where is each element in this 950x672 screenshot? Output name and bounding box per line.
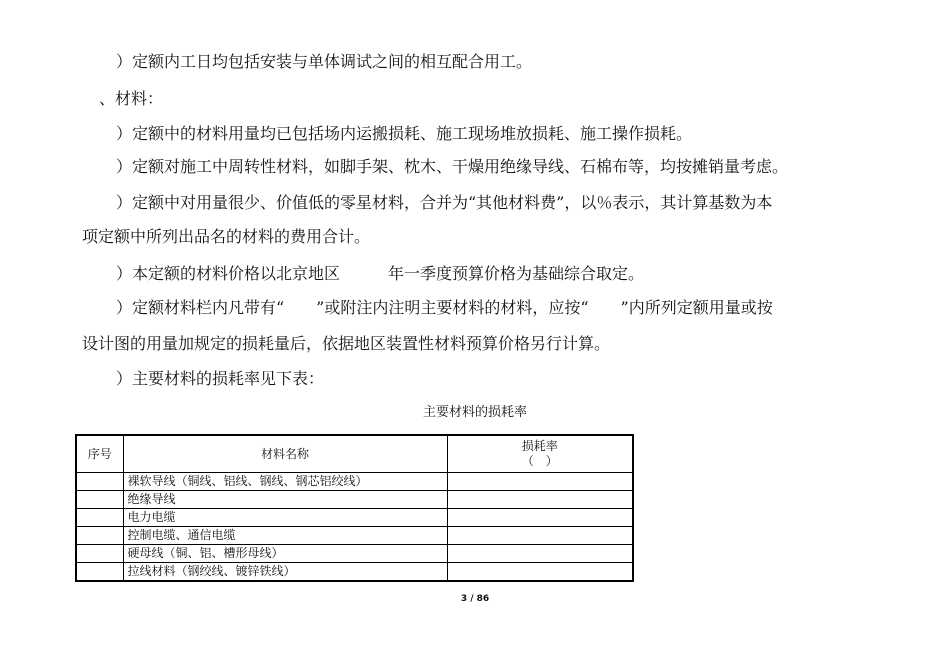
- section-heading-materials: 、材料：: [99, 89, 164, 108]
- cell-seq: [76, 473, 123, 491]
- table-row: [76, 563, 633, 582]
- table-row: [76, 473, 633, 491]
- cell-loss-rate: [447, 509, 633, 527]
- cell-material-name: 绝缘导线: [123, 491, 447, 509]
- cell-seq: [76, 527, 123, 545]
- table-row: [76, 527, 633, 545]
- cell-loss-rate: [447, 527, 633, 545]
- cell-loss-rate: [447, 491, 633, 509]
- paragraph-loss-rate-intro: ）主要材料的损耗率见下表：: [116, 369, 325, 388]
- paragraph-turnover-materials: ）定额对施工中周转性材料，如脚手架、枕木、干燥用绝缘导线、石棉布等，均按摊销量考虑。: [116, 157, 789, 176]
- cell-material-name: 裸软导线（铜线、铝线、钢线、钢芯铝绞线）: [123, 473, 447, 491]
- paragraph-labor-coordination: ）定额内工日均包括安装与单体调试之间的相互配合用工。: [116, 52, 533, 71]
- header-loss-rate-label: 损耗率: [521, 439, 558, 453]
- table-header-row: [76, 435, 633, 473]
- header-loss-rate: [447, 435, 633, 473]
- header-material-name: 材料名称: [123, 435, 447, 473]
- paragraph-main-materials: ）定额材料栏内凡带有“ ”或附注内注明主要材料的材料，应按“ ”内所列定额用量或按: [116, 298, 773, 317]
- paragraph-main-materials-cont: 设计图的用量加规定的损耗量后，依据地区装置性材料预算价格另行计算。: [82, 334, 611, 353]
- table-row: [76, 491, 633, 509]
- cell-seq: [76, 563, 123, 582]
- paragraph-material-loss: ）定额中的材料用量均已包括场内运搬损耗、施工现场堆放损耗、施工操作损耗。: [116, 124, 693, 143]
- cell-material-name: 控制电缆、通信电缆: [123, 527, 447, 545]
- table-row: [76, 545, 633, 563]
- page-number: 3 / 86: [460, 594, 490, 604]
- paragraph-misc-materials-cont: 项定额中所列出品名的材料的费用合计。: [82, 227, 371, 246]
- paragraph-misc-materials: ）定额中对用量很少、价值低的零星材料，合并为“其他材料费”，以％表示，其计算基数为本: [116, 193, 773, 212]
- cell-material-name: 硬母线（铜、铝、槽形母线）: [123, 545, 447, 563]
- header-seq: 序号: [76, 435, 123, 473]
- cell-material-name: 拉线材料（钢绞线、镀锌铁线）: [123, 563, 447, 582]
- header-loss-rate-unit: （ ）: [521, 454, 558, 468]
- cell-seq: [76, 491, 123, 509]
- cell-loss-rate: [447, 563, 633, 582]
- cell-material-name: 电力电缆: [123, 509, 447, 527]
- table-row: [76, 509, 633, 527]
- cell-seq: [76, 509, 123, 527]
- cell-loss-rate: [447, 545, 633, 563]
- paragraph-material-price: ）本定额的材料价格以北京地区 年一季度预算价格为基础综合取定。: [116, 264, 645, 283]
- cell-seq: [76, 545, 123, 563]
- table-title: 主要材料的损耗率: [422, 405, 527, 420]
- loss-rate-table: [75, 434, 634, 582]
- cell-loss-rate: [447, 473, 633, 491]
